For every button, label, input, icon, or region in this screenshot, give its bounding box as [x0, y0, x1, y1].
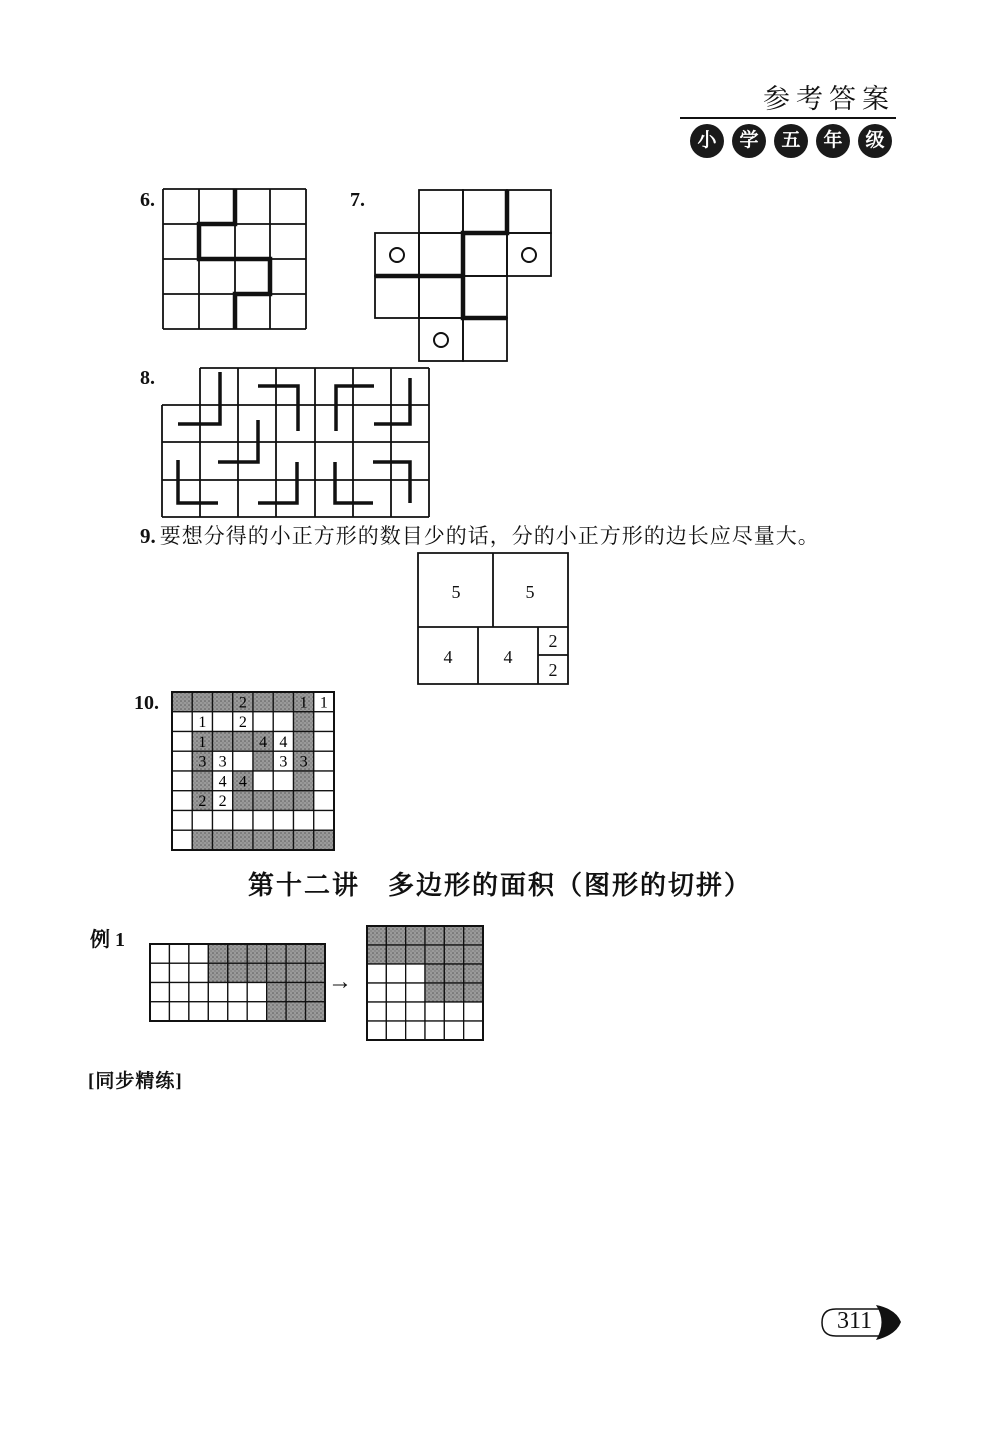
q10-cell [172, 811, 192, 831]
q10-cell [314, 771, 334, 791]
q10-cell-number: 4 [259, 733, 268, 751]
q10-cell [314, 712, 334, 732]
q10-cell-shaded [213, 830, 233, 850]
q9-square-label: 5 [451, 582, 461, 602]
example-after-figure [367, 926, 483, 1040]
q10-cell-number: 1 [198, 733, 207, 751]
q8-l-mark [335, 462, 373, 503]
q7-cell [375, 233, 419, 276]
example-before-cell [247, 983, 266, 1002]
example-after-cell-shaded [425, 983, 444, 1002]
q10-cell [172, 830, 192, 850]
example-after-cell [367, 1002, 386, 1021]
q10-cell-shaded [253, 751, 273, 771]
example-after-cell-shaded [464, 945, 483, 964]
example-after-cell-shaded [444, 926, 463, 945]
example-after-cell-shaded [406, 926, 425, 945]
q8-l-mark [258, 386, 298, 431]
q10-cell-number: 3 [198, 753, 207, 771]
example-before-cell-shaded [286, 983, 305, 1002]
example-before-cell [228, 983, 247, 1002]
q8-l-mark [178, 372, 220, 424]
q6-figure [163, 189, 306, 329]
example-before-cell-shaded [286, 963, 305, 982]
q10-cell [172, 712, 192, 732]
example-before-cell-shaded [267, 983, 286, 1002]
example-after-cell [406, 1002, 425, 1021]
example-after-cell [386, 1021, 405, 1040]
q10-cell-shaded [253, 692, 273, 712]
example-before-cell [228, 1002, 247, 1021]
q10-cell [273, 771, 293, 791]
q8-l-marks [178, 372, 410, 503]
q10-cell [213, 712, 233, 732]
q9-label: 9. [140, 524, 156, 548]
q10-cell-shaded [314, 830, 334, 850]
q10-cell-number: 2 [218, 793, 227, 811]
example-after-cell-shaded [464, 926, 483, 945]
example-after-cell [425, 1002, 444, 1021]
example-after-cell-shaded [444, 945, 463, 964]
example-after-cell [386, 983, 405, 1002]
example-before-cell-shaded [208, 963, 227, 982]
example-after-cell [406, 983, 425, 1002]
example-before-cell [208, 1002, 227, 1021]
example-before-cell-shaded [228, 944, 247, 963]
grade-badge: 学 [732, 124, 766, 158]
q10-cell-shaded [213, 692, 233, 712]
q10-cell-shaded [233, 830, 253, 850]
q7-cell [463, 233, 507, 276]
q9-square-label: 5 [525, 582, 535, 602]
q7-cell [507, 233, 551, 276]
example-after-cell-shaded [425, 945, 444, 964]
q8-l-mark [374, 378, 410, 424]
page-number: 311 [837, 1308, 873, 1334]
example-arrow: → [328, 969, 352, 995]
example-before-cell-shaded [306, 963, 325, 982]
example-after-cell [386, 964, 405, 983]
grade-badge: 级 [858, 124, 892, 158]
q10-cell [172, 751, 192, 771]
example-before-cell-shaded [286, 944, 305, 963]
q7-cell [375, 276, 419, 318]
example-before-cell [247, 1002, 266, 1021]
q10-cell-shaded [253, 830, 273, 850]
q10-cell [192, 811, 212, 831]
answer-key-title: 参考答案 [763, 84, 895, 114]
example-after-cell [425, 1021, 444, 1040]
example-before-cell-shaded [247, 963, 266, 982]
q9-figure [418, 553, 568, 684]
q8-l-mark [336, 386, 374, 431]
q10-cell-number: 3 [218, 753, 227, 771]
q10-cell-shaded [172, 692, 192, 712]
q8-l-mark [258, 462, 297, 503]
example-after-cell-shaded [425, 926, 444, 945]
q10-cell-number: 3 [299, 753, 308, 771]
q10-cell-number: 4 [218, 773, 227, 791]
q7-circle-mark [390, 248, 404, 262]
example-label: 例 1 [90, 929, 125, 951]
q7-cell [463, 318, 507, 361]
q7-figure [375, 190, 551, 361]
q7-circle-mark [522, 248, 536, 262]
q7-cell [419, 318, 463, 361]
example-before-cell [189, 963, 208, 982]
q9-square-lines [418, 553, 568, 684]
example-after-cell-shaded [386, 945, 405, 964]
example-after-cell [464, 1002, 483, 1021]
q10-cell [314, 751, 334, 771]
example-before-cell [189, 1002, 208, 1021]
example-before-cell-shaded [286, 1002, 305, 1021]
q10-cell-shaded [192, 771, 212, 791]
page-number-tab [876, 1305, 901, 1340]
grade-badges [690, 124, 892, 158]
q9-square-label: 4 [443, 647, 453, 667]
q10-cell [273, 712, 293, 732]
example-after-cell-shaded [464, 964, 483, 983]
example-after-cell-shaded [367, 926, 386, 945]
example-before-cell-shaded [306, 944, 325, 963]
q10-cell-number: 3 [279, 753, 288, 771]
q10-cell [233, 811, 253, 831]
q10-cell-number: 1 [319, 694, 328, 712]
q10-cell [172, 732, 192, 752]
q10-cell-shaded [294, 830, 314, 850]
q10-cell-shaded [294, 771, 314, 791]
q7-cell [419, 276, 463, 318]
example-after-cell [444, 1002, 463, 1021]
example-after-cell [406, 964, 425, 983]
example-after-cell-shaded [386, 926, 405, 945]
example-before-cell [189, 944, 208, 963]
q7-label: 7. [350, 189, 365, 211]
q7-cut-line [463, 190, 507, 318]
q10-cell-shaded [233, 732, 253, 752]
q10-cell-shaded [192, 830, 212, 850]
q10-cell [172, 771, 192, 791]
example-after-cell [444, 1021, 463, 1040]
q7-cell [463, 190, 507, 233]
q10-cell [273, 811, 293, 831]
q8-l-mark [178, 460, 218, 503]
example-before-cell [208, 983, 227, 1002]
q10-cell-number: 1 [198, 714, 207, 732]
example-after-cell [367, 964, 386, 983]
q10-cell-number: 4 [238, 773, 247, 791]
q7-cell [507, 190, 551, 233]
example-before-cell [169, 983, 188, 1002]
example-before-cell-shaded [267, 1002, 286, 1021]
q10-cell-shaded [294, 791, 314, 811]
q10-cell [213, 811, 233, 831]
example-before-cell-shaded [306, 1002, 325, 1021]
q10-cell [172, 791, 192, 811]
q10-cell-number: 1 [299, 694, 308, 712]
q7-cell [419, 233, 463, 276]
q10-cell [314, 811, 334, 831]
q10-label: 10. [134, 692, 159, 714]
q8-figure [162, 368, 429, 517]
grade-badge: 五 [774, 124, 808, 158]
example-before-cell-shaded [267, 963, 286, 982]
example-after-cell-shaded [464, 983, 483, 1002]
example-before-cell [150, 963, 169, 982]
example-after-cell-shaded [425, 964, 444, 983]
q10-cell [253, 771, 273, 791]
example-before-cell-shaded [228, 963, 247, 982]
example-after-cell [386, 1002, 405, 1021]
q9-statement [140, 523, 820, 549]
grade-badge: 小 [690, 124, 724, 158]
q6-cut-line [199, 189, 270, 329]
q9-square-label: 2 [548, 660, 558, 680]
q6-label: 6. [140, 189, 155, 211]
example-after-cell [367, 983, 386, 1002]
q7-circle-mark [434, 333, 448, 347]
q7-cell [419, 190, 463, 233]
q10-cell-shaded [273, 791, 293, 811]
header-rule [680, 117, 896, 119]
example-before-cell [189, 983, 208, 1002]
q10-cell-shaded [213, 732, 233, 752]
q10-cell-shaded [233, 791, 253, 811]
example-after-cell-shaded [406, 945, 425, 964]
example-after-cell [464, 1021, 483, 1040]
grade-badge: 年 [816, 124, 850, 158]
example-before-cell [169, 1002, 188, 1021]
example-before-cell-shaded [306, 983, 325, 1002]
example-before-figure [150, 944, 325, 1021]
q10-cell [294, 811, 314, 831]
q9-text: 要想分得的小正方形的数目少的话，分的小正方形的边长应尽量大。 [159, 524, 820, 548]
example-after-cell-shaded [367, 945, 386, 964]
q10-cell [314, 791, 334, 811]
q10-cell-shaded [273, 830, 293, 850]
q10-figure [172, 692, 334, 850]
q7-cell [463, 276, 507, 318]
q9-square-label: 2 [548, 631, 558, 651]
q10-cell-number: 4 [279, 733, 288, 751]
q10-cell-shaded [273, 692, 293, 712]
q8-label: 8. [140, 367, 155, 389]
q10-cell [253, 712, 273, 732]
q10-cell [253, 811, 273, 831]
example-before-cell [169, 944, 188, 963]
practice-label: [同步精练] [88, 1071, 183, 1092]
q10-cell-number: 2 [198, 793, 207, 811]
q9-square-label: 4 [503, 647, 513, 667]
q10-cell-shaded [192, 692, 212, 712]
example-before-cell [150, 1002, 169, 1021]
q10-cell-number: 2 [238, 714, 247, 732]
example-before-cell [169, 963, 188, 982]
q10-cell [233, 751, 253, 771]
example-before-cell-shaded [208, 944, 227, 963]
example-after-cell-shaded [444, 983, 463, 1002]
q10-cell [314, 732, 334, 752]
q10-cell-shaded [253, 791, 273, 811]
q10-cell-shaded [294, 712, 314, 732]
example-before-cell [150, 944, 169, 963]
example-after-cell [406, 1021, 425, 1040]
example-before-cell-shaded [247, 944, 266, 963]
q10-cell-shaded [294, 732, 314, 752]
example-before-cell-shaded [267, 944, 286, 963]
example-after-cell-shaded [444, 964, 463, 983]
example-before-cell [150, 983, 169, 1002]
section-title: 第十二讲 多边形的面积（图形的切拼） [247, 871, 752, 900]
example-after-cell [367, 1021, 386, 1040]
q10-cell-number: 2 [238, 694, 247, 712]
